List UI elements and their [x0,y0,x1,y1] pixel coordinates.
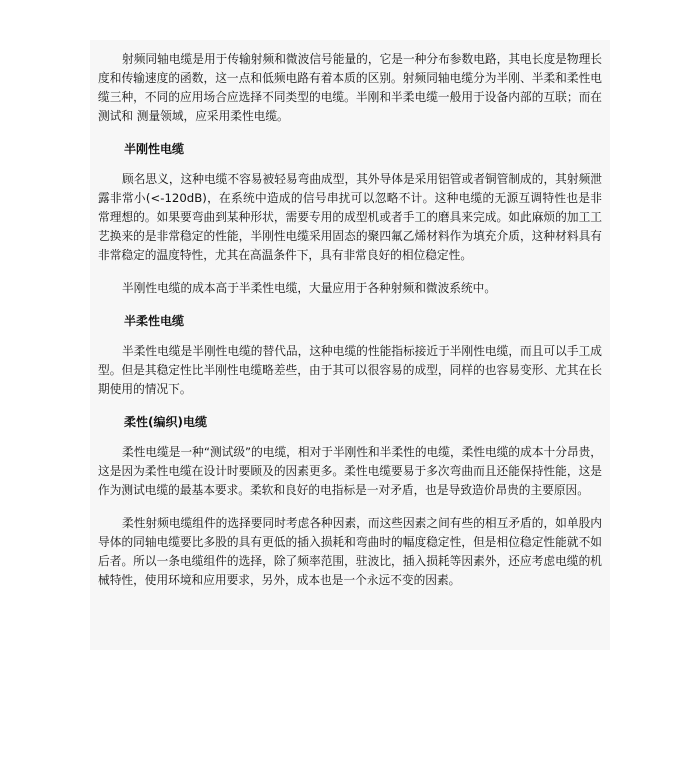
heading-semi-flexible: 半柔性电缆 [124,314,185,328]
document-body [90,40,610,590]
document-page [90,40,610,650]
paragraph-flexible-1: 柔性电缆是一种“测试级”的电缆，相对于半刚性和半柔性的电缆，柔性电缆的成本十分昂贵，这是因为柔性电缆在设计时要顾及的因素更多。柔性电缆要易于多次弯曲而且还能保持性能，这是作为测试电缆的最基本要求。柔软和良好的电指标是一对矛盾，也是导致造价昂贵的主要原因。 [98,445,602,497]
heading-semi-rigid: 半刚性电缆 [124,142,185,156]
paragraph-semi-flexible-1: 半柔性电缆是半刚性电缆的替代品，这种电缆的性能指标接近于半刚性电缆，而且可以手工成型。但是其稳定性比半刚性电缆略差些，由于其可以很容易的成型，同样的也容易变形、尤其在长期使用的情况下。 [98,344,602,396]
paragraph-semi-rigid-2: 半刚性电缆的成本高于半柔性电缆，大量应用于各种射频和微波系统中。 [122,281,497,295]
paragraph-flexible-2: 柔性射频电缆组件的选择要同时考虑各种因素，而这些因素之间有些的相互矛盾的，如单股内导体的同轴电缆要比多股的具有更低的插入损耗和弯曲时的幅度稳定性，但是相位稳定性能就不如后者。所以一条电缆组件的选择，除了频率范围，驻波比，插入损耗等因素外，还应考虑电缆的机械特性，使用环境和应用要求，另外，成本也是一个永远不变的因素。 [98,516,602,587]
paragraph-intro: 射频同轴电缆是用于传输射频和微波信号能量的，它是一种分布参数电路，其电长度是物理长度和传输速度的函数，这一点和低频电路有着本质的区别。射频同轴电缆分为半刚、半柔和柔性电缆三种，不同的应用场合应选择不同类型的电缆。半刚和半柔电缆一般用于设备内部的互联；而在测试和 测量领域，应采用柔性电缆。 [98,52,602,123]
heading-flexible: 柔性(编织)电缆 [124,415,207,429]
paragraph-semi-rigid-1: 顾名思义，这种电缆不容易被轻易弯曲成型，其外导体是采用铝管或者铜管制成的，其射频泄露非常小(<-120dB)，在系统中造成的信号串扰可以忽略不计。这种电缆的无源互调特性也是非常理想的。如果要弯曲到某种形状，需要专用的成型机或者手工的磨具来完成。如此麻烦的加工工艺换来的是非常稳定的性能，半刚性电缆采用固态的聚四氟乙烯材料作为填充介质，这种材料具有非常稳定的温度特性，尤其在高温条件下，具有非常良好的相位稳定性。 [98,172,602,262]
